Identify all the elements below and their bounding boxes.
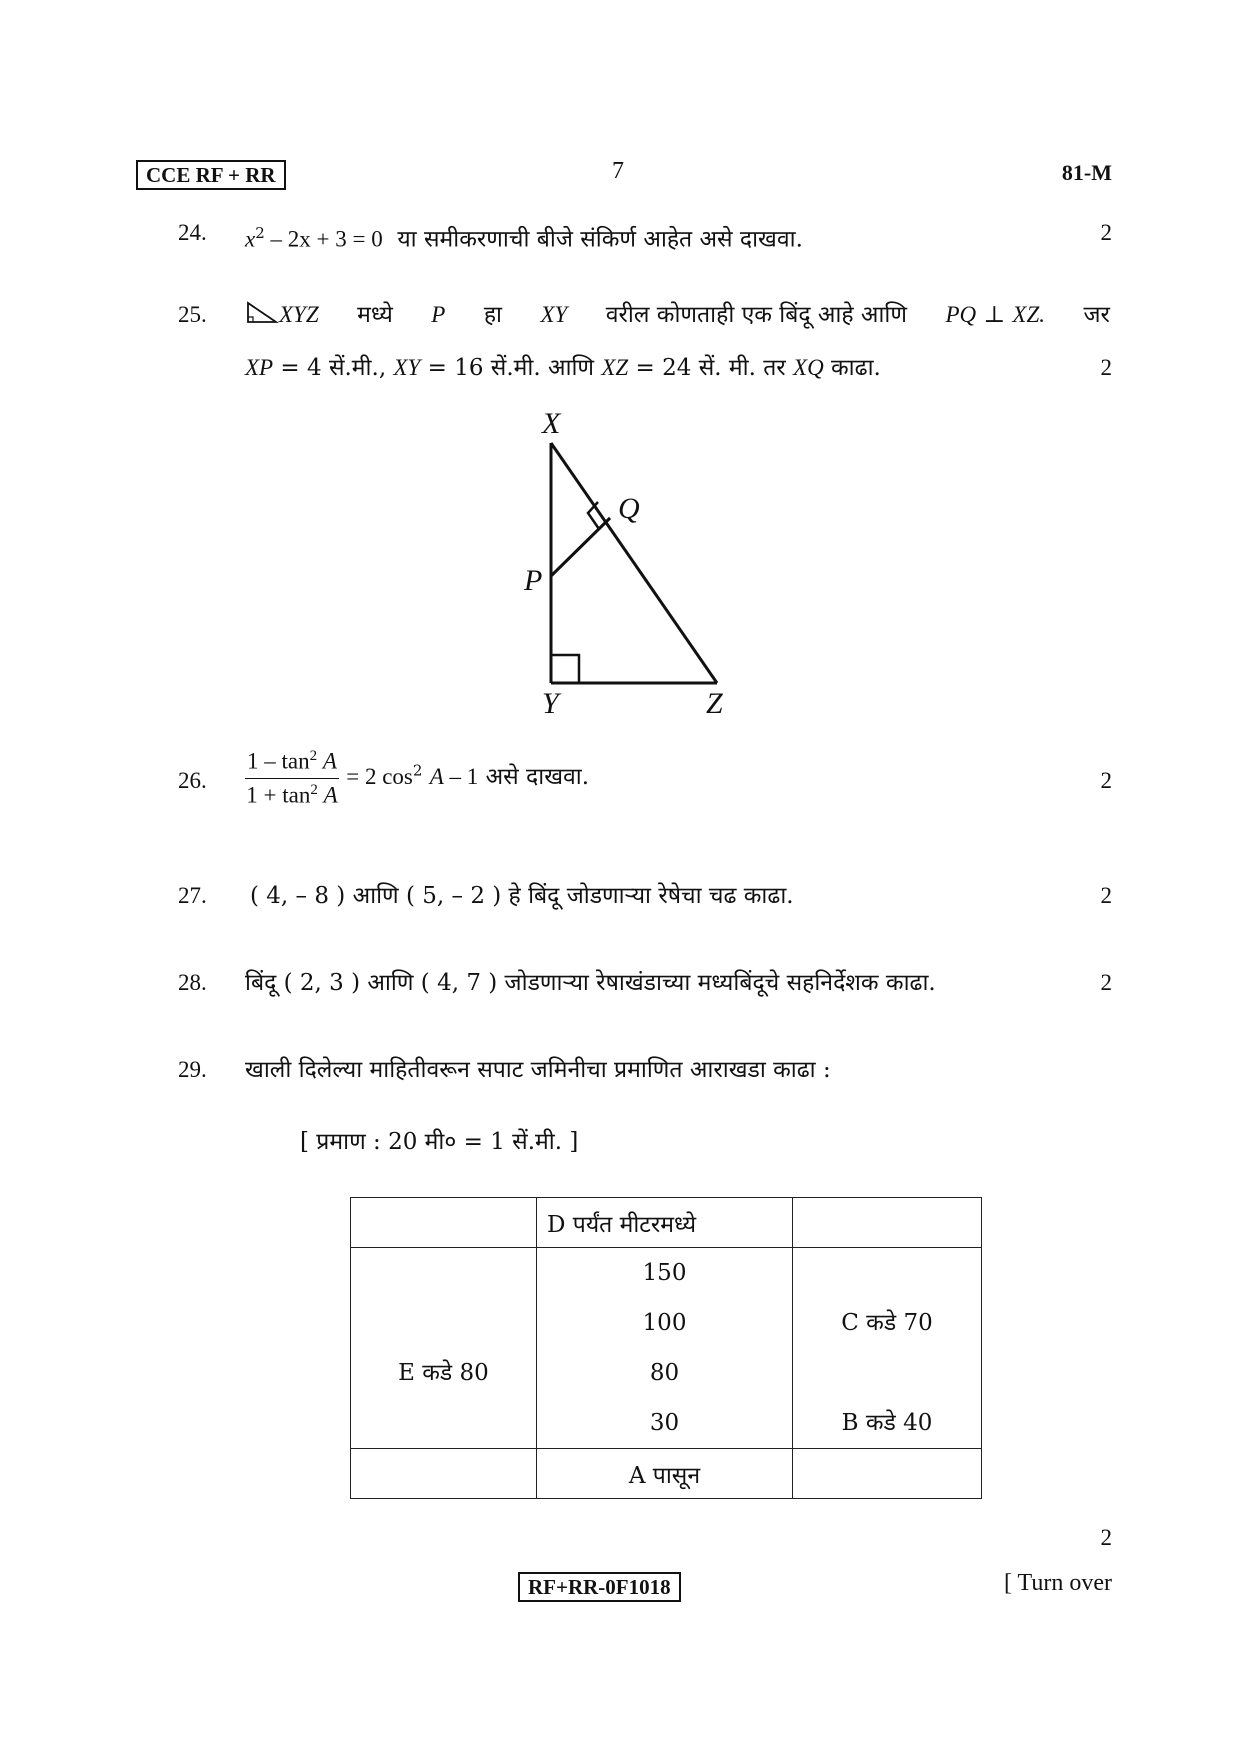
label-q: Q (618, 492, 640, 525)
q26-text: $\frac{1 - \tan^2 A}{1 + \tan^2 A}$ = 2 $\cos^2 A - 1$ असे दाखवा. (246, 748, 590, 808)
label-y: Y (542, 687, 559, 720)
table-cell-empty (351, 1449, 537, 1499)
right-angle-y-mark (551, 655, 579, 683)
table-header-cell: D पर्यंत मीटरमध्ये (537, 1198, 793, 1248)
turn-over-label: [ Turn over (1003, 1570, 1112, 1596)
label-p: P (524, 564, 543, 597)
q24-text: $x^2 - 2x + 3 = 0$ या समीकरणाची बीजे संकिर्ण आहेत असे दाखवा. (245, 224, 803, 253)
q29-number: 29. (178, 1057, 207, 1082)
table-cell-empty (793, 1198, 982, 1248)
field-book-table (350, 1197, 982, 1499)
q27-text: ( 4, – 8 ) आणि ( 5, – 2 ) हे बिंदू जोडणाऱ्या रेषेचा चढ काढा. (250, 883, 794, 909)
chainage-value: 80 (649, 1360, 680, 1386)
triangle-xyz-figure (500, 400, 760, 720)
q28-text: बिंदू ( 2, 3 ) आणि ( 4, 7 ) जोडणाऱ्या रेषाखंडाच्या मध्यबिंदूचे सहनिर्देशक काढा. (245, 970, 936, 996)
table-cell-empty (793, 1449, 982, 1499)
side-xz (551, 443, 717, 683)
q27-marks: 2 (1100, 883, 1112, 908)
q26-fraction: $\frac{1 - \tan^2 A}{1 + \tan^2 A}$ (246, 748, 338, 808)
q27-number: 27. (178, 883, 207, 908)
q25-line2: XP = 4 सें.मी., XY = 16 सें.मी. आणि XZ = 24 सें. मी. तर XQ काढा. (245, 355, 881, 381)
label-x: X (542, 407, 561, 440)
table-footer-cell: A पासून (537, 1449, 793, 1499)
chainage-value: 100 (642, 1310, 687, 1336)
left-offset-cell (351, 1248, 537, 1449)
q25-line1: XYZ मध्ये P हा XY वरील कोणताही एक बिंदू आहे आणि PQ ⊥ XZ. जर (245, 300, 1110, 330)
paper-code: 81-M (1061, 160, 1112, 185)
right-offset-bottom: B कडे 40 (841, 1410, 933, 1436)
q26-number: 26. (178, 768, 207, 793)
q29-text: खाली दिलेल्या माहितीवरून सपाट जमिनीचा प्रमाणित आराखडा काढा : (245, 1057, 831, 1083)
page-number: 7 (612, 158, 624, 184)
left-offset-value: E कडे 80 (398, 1360, 489, 1386)
q26-marks: 2 (1100, 768, 1112, 793)
label-z: Z (706, 687, 723, 720)
q25-marks: 2 (1100, 355, 1112, 380)
right-offset-cell (793, 1248, 982, 1449)
right-offset-top: C कडे 70 (841, 1310, 933, 1336)
q29-marks: 2 (1100, 1525, 1112, 1550)
chainage-value: 150 (642, 1260, 687, 1286)
footer-code-box: RF+RR-0F1018 (518, 1572, 681, 1602)
chainage-value: 30 (649, 1410, 680, 1436)
table-header-row (351, 1198, 982, 1248)
table-cell-empty (351, 1198, 537, 1248)
table-body-row (351, 1248, 982, 1449)
q24-number: 24. (178, 220, 207, 245)
triangle-symbol-icon (245, 301, 279, 325)
chainage-cell (537, 1248, 793, 1449)
table-footer-row (351, 1449, 982, 1499)
header-code-box: CCE RF + RR (136, 160, 286, 190)
q28-number: 28. (178, 970, 207, 995)
q25-number: 25. (178, 302, 207, 327)
q29-scale: [ प्रमाण : 20 मी० = 1 सें.मी. ] (300, 1129, 579, 1155)
q28-marks: 2 (1100, 970, 1112, 995)
q24-marks: 2 (1100, 220, 1112, 245)
